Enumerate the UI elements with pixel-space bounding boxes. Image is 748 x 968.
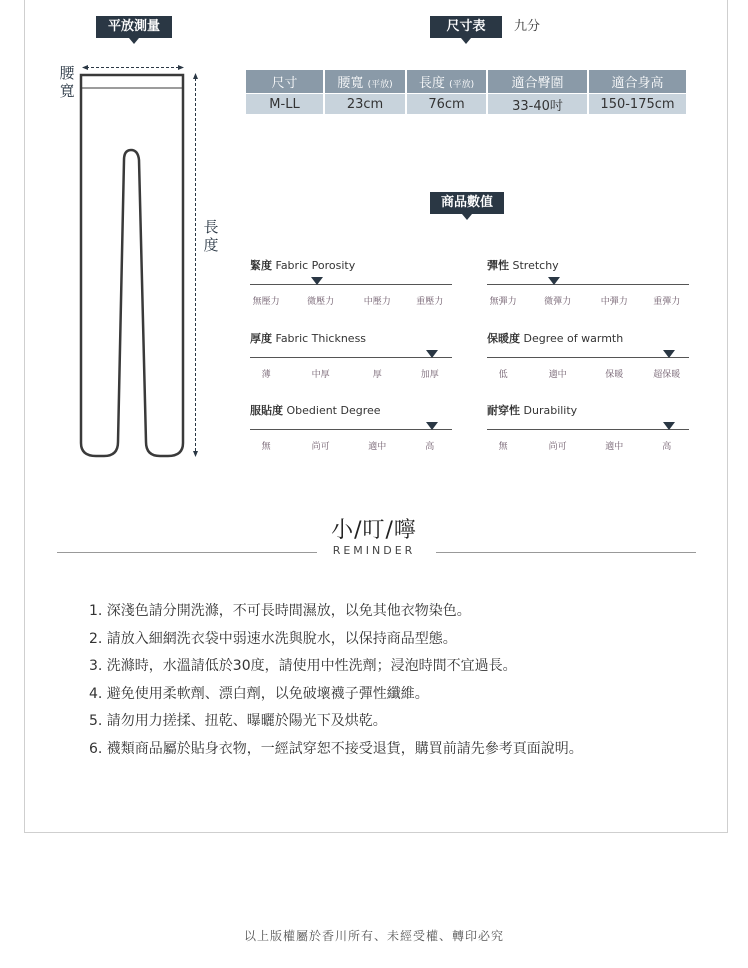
scale-level: 中彈力 bbox=[600, 297, 628, 307]
scale-marker bbox=[426, 422, 438, 430]
scale-title-en: Fabric Thickness bbox=[275, 332, 367, 345]
scale-title-en: Stretchy bbox=[512, 259, 559, 272]
size-table-header: 適合身高 bbox=[589, 70, 686, 93]
scale-level: 保暖 bbox=[605, 370, 624, 380]
scale-level: 重壓力 bbox=[416, 297, 444, 307]
scale-level: 尚可 bbox=[311, 442, 330, 452]
size-table-header: 腰寬 (平放) bbox=[325, 70, 405, 93]
list-item: 3. 洗滌時，水溫請低於30度，請使用中性洗劑；浸泡時間不宜過長。 bbox=[89, 658, 517, 674]
scale-durability bbox=[487, 402, 689, 452]
panel-border-bottom bbox=[24, 832, 728, 833]
reminder-list bbox=[89, 598, 583, 763]
scale-marker bbox=[663, 422, 675, 430]
waist-arrow bbox=[82, 65, 184, 70]
attributes-tag: 商品數值 bbox=[430, 192, 504, 214]
scale-line bbox=[250, 429, 452, 430]
scale-level: 厚 bbox=[372, 370, 382, 380]
scale-level: 高 bbox=[425, 442, 435, 452]
scale-level: 重彈力 bbox=[653, 297, 681, 307]
scale-fabric-thickness bbox=[250, 330, 452, 380]
scale-fabric-porosity bbox=[250, 257, 452, 307]
scale-title-zh: 彈性 bbox=[487, 259, 509, 272]
list-item: 5. 請勿用力搓揉、扭乾、曝曬於陽光下及烘乾。 bbox=[89, 713, 387, 729]
scale-level: 低 bbox=[498, 370, 508, 380]
scale-level: 無彈力 bbox=[489, 297, 517, 307]
height-cell: 150-175cm bbox=[589, 93, 686, 114]
scale-line bbox=[250, 284, 452, 285]
scale-line bbox=[487, 284, 689, 285]
list-item: 2. 請放入細網洗衣袋中弱速水洗與脫水，以保持商品型態。 bbox=[89, 630, 457, 647]
scale-level: 適中 bbox=[605, 442, 624, 452]
measure-tag: 平放測量 bbox=[96, 16, 172, 38]
size-chart-tag: 尺寸表 bbox=[430, 16, 502, 38]
size-cell: M-LL bbox=[246, 93, 323, 114]
list-item: 6. 襪類商品屬於貼身衣物，一經試穿恕不接受退貨，購買前請先參考頁面說明。 bbox=[89, 740, 583, 757]
size-chart-variant: 九分 bbox=[514, 19, 541, 34]
scale-level: 無 bbox=[498, 442, 508, 452]
scale-stretchy bbox=[487, 257, 689, 307]
scale-level: 尚可 bbox=[548, 442, 567, 452]
scale-title-en: Durability bbox=[523, 404, 578, 417]
list-item: 1. 深淺色請分開洗滌，不可長時間濕放，以免其他衣物染色。 bbox=[89, 603, 471, 619]
scale-degree-of-warmth bbox=[487, 330, 689, 380]
scale-level: 超保暖 bbox=[653, 370, 681, 380]
size-table-header: 尺寸 bbox=[246, 70, 323, 93]
reminder-title: 小/叮/嚀 bbox=[331, 518, 417, 543]
scale-level: 適中 bbox=[368, 442, 387, 452]
size-table-header: 長度 (平放) bbox=[407, 70, 486, 93]
scale-line bbox=[487, 429, 689, 430]
scale-title-zh: 保暖度 bbox=[487, 332, 520, 345]
scale-marker bbox=[311, 277, 323, 285]
length-label: 長度 bbox=[203, 218, 219, 254]
scale-level: 微壓力 bbox=[307, 297, 335, 307]
scale-marker bbox=[663, 350, 675, 358]
scale-title-en: Degree of warmth bbox=[523, 332, 624, 345]
size-table-header-row bbox=[246, 70, 686, 93]
scale-obedient-degree bbox=[250, 402, 452, 452]
leggings-outline bbox=[81, 75, 183, 456]
scale-line bbox=[487, 357, 689, 358]
scale-level: 無 bbox=[261, 442, 271, 452]
list-item: 4. 避免使用柔軟劑、漂白劑，以免破壞襪子彈性纖維。 bbox=[89, 685, 429, 702]
scale-level: 中厚 bbox=[311, 370, 330, 380]
table-row bbox=[246, 93, 686, 114]
length-arrow bbox=[193, 73, 198, 457]
scale-level: 適中 bbox=[548, 370, 567, 380]
scale-level: 加厚 bbox=[420, 370, 439, 380]
reminder-subtitle: REMINDER bbox=[332, 544, 416, 557]
scale-title-en: Obedient Degree bbox=[286, 404, 381, 417]
scale-title-en: Fabric Porosity bbox=[275, 259, 356, 272]
waist-label: 腰寬 bbox=[59, 64, 75, 100]
length-cell: 76cm bbox=[407, 93, 486, 114]
scale-title-zh: 緊度 bbox=[250, 259, 272, 272]
copyright-notice: 以上版權屬於香川所有、未經受權、轉印必究 bbox=[243, 929, 504, 943]
scale-title-zh: 耐穿性 bbox=[487, 404, 520, 417]
scale-level: 微彈力 bbox=[544, 297, 572, 307]
hip-cell: 33-40吋 bbox=[488, 93, 587, 114]
size-table-header: 適合臀圍 bbox=[488, 70, 587, 93]
waist-cell: 23cm bbox=[325, 93, 405, 114]
scale-title-zh: 服貼度 bbox=[250, 404, 283, 417]
scale-line bbox=[250, 357, 452, 358]
size-table bbox=[244, 70, 688, 114]
scale-title-zh: 厚度 bbox=[250, 332, 272, 345]
scale-level: 無壓力 bbox=[252, 297, 280, 307]
scale-level: 中壓力 bbox=[363, 297, 391, 307]
scale-level: 高 bbox=[662, 442, 672, 452]
scale-level: 薄 bbox=[261, 370, 271, 380]
scale-marker bbox=[426, 350, 438, 358]
scale-marker bbox=[548, 277, 560, 285]
